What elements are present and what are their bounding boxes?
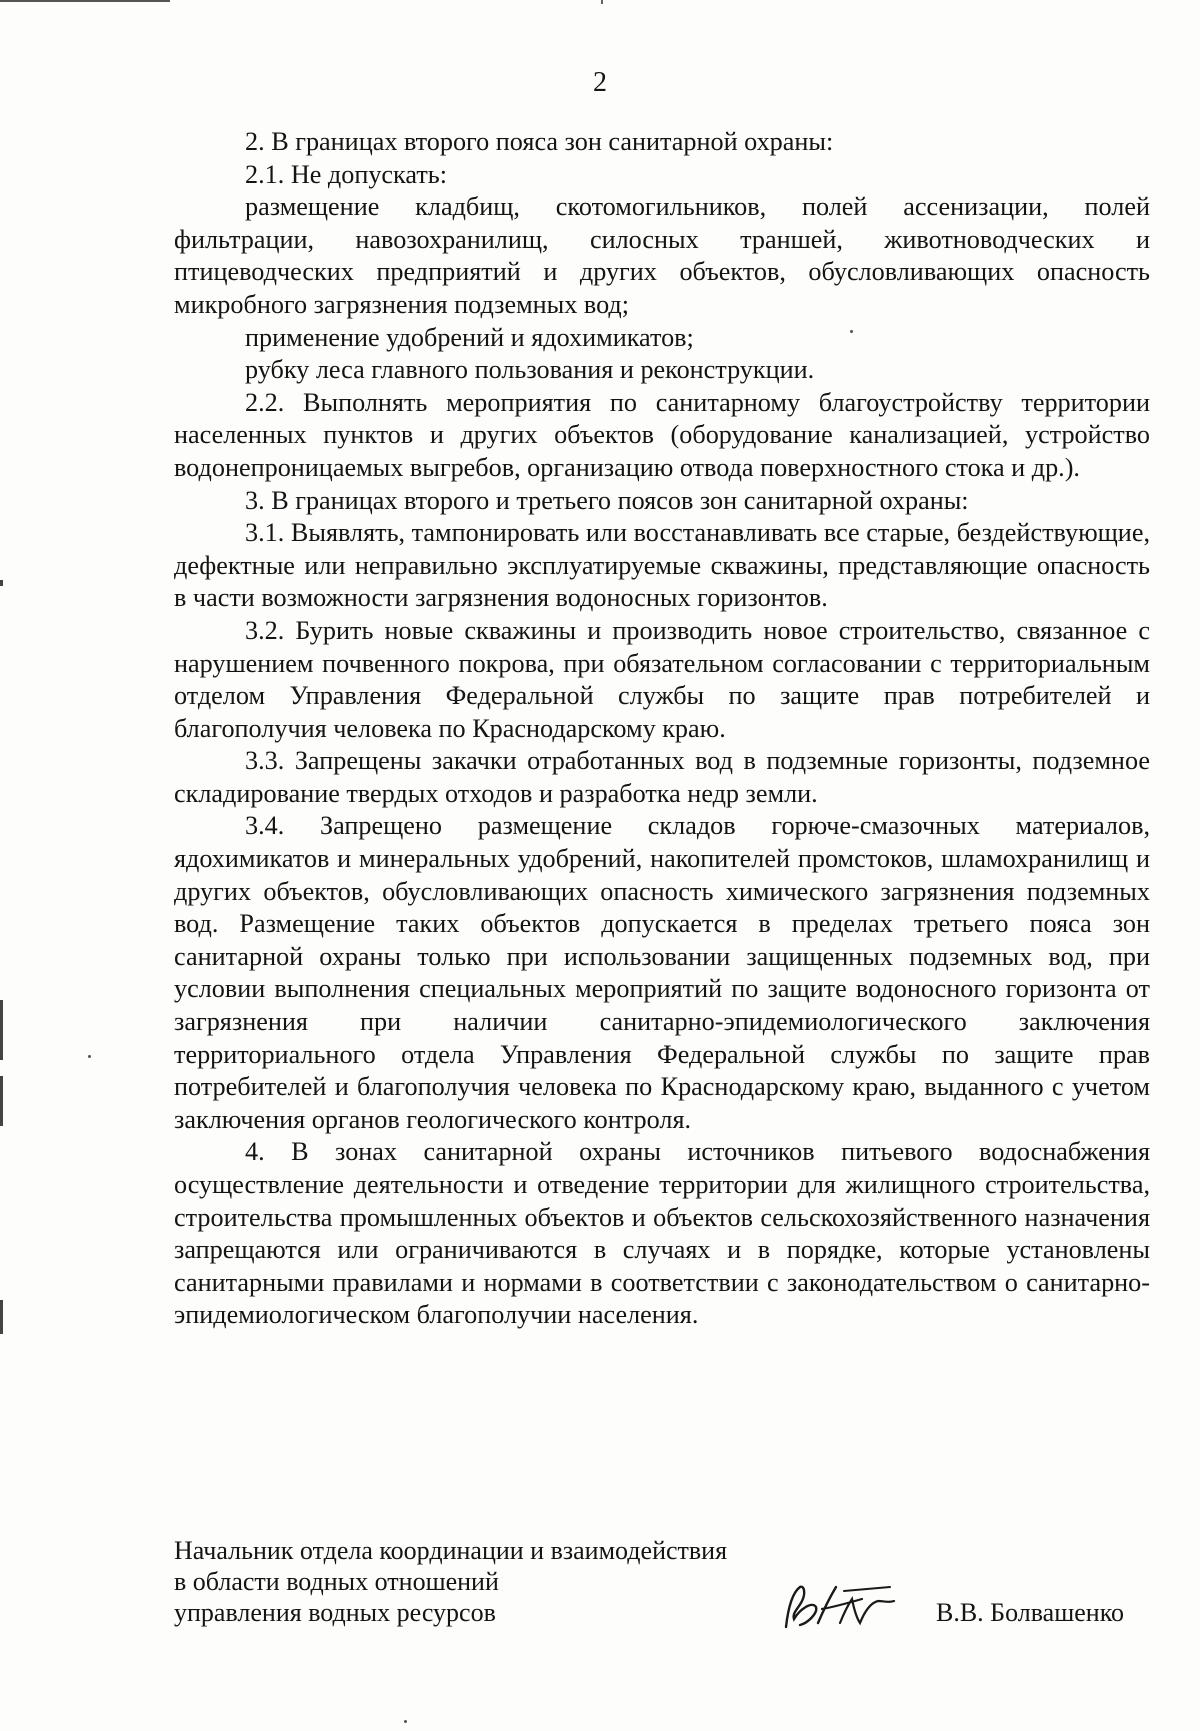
signatory-title-line: управления водных ресурсов [174,1598,496,1627]
paragraph: 2.1. Не допускать: [245,159,447,189]
paragraph: 3.1. Выявлять, тампонировать или восстанавливать все старые, бездействующие, дефектные или неправильно эксплуатируемые скважины, представляющие опасность в части возможности загрязнения водоносных горизонтов. [174,518,1150,613]
signature-block [174,1535,1150,1645]
document-body [174,126,1150,1332]
scan-speck [88,1055,91,1058]
handwritten-signature [778,1579,898,1635]
paragraph: 3.4. Запрещено размещение складов горюче-смазочных материалов, ядохимикатов и минеральных удобрений, накопителей промстоков, шламохранилищ и других объектов, обусловливающих опасность химического загрязнения подземных вод. Размещение таких объектов допускается в пределах третьего пояса зон санитарной охраны только при использовании защищенных подземных вод, при условии выполнения специальных мероприятий по защите водоносного горизонта от загрязнения при наличии санитарно-эпидемиологического заключения территориального отдела Управления Федеральной службы по защите прав потребителей и благополучия человека по Краснодарскому краю, выданного с учетом заключения органов геологического контроля. [174,811,1150,1134]
scan-margin-mark [0,1076,3,1126]
scan-edge-tick [601,0,603,4]
scan-speck [404,1720,407,1723]
page-number: 2 [593,67,607,98]
paragraph: размещение кладбищ, скотомогильников, полей ассенизации, полей фильтрации, навозохранилищ, силосных траншей, животноводческих и птицеводческих предприятий и других объектов, обусловливающих опасность микробного загрязнения подземных вод; [174,192,1150,319]
paragraph: 4. В зонах санитарной охраны источников питьевого водоснабжения осуществление деятельности и отведение территории для жилищного строительства, строительства промышленных объектов и объектов сельскохозяйственного назначения запрещаются или ограничиваются в случаях и в порядке, которые установлены санитарными правилами и нормами в соответствии с законодательством о санитарно-эпидемиологическом благополучии населения. [174,1137,1150,1330]
paragraph: 3.2. Бурить новые скважины и производить новое строительство, связанное с нарушением почвенного покрова, при обязательном согласовании с территориальным отделом Управления Федеральной службы по защите прав потребителей и благополучия человека по Краснодарскому краю. [174,615,1150,743]
signatory-title-line: Начальник отдела координации и взаимодействия [174,1536,728,1565]
scan-edge-line [0,0,170,2]
paragraph: 3. В границах второго и третьего поясов зон санитарной охраны: [245,485,969,515]
scan-margin-mark [0,1300,3,1334]
signatory-name: В.В. Болвашенко [936,1598,1125,1627]
paragraph: 2. В границах второго пояса зон санитарной охраны: [245,127,834,156]
scan-margin-mark [0,1000,3,1060]
scan-margin-mark [0,580,3,586]
paragraph: 2.2. Выполнять мероприятия по санитарному благоустройству территории населенных пунктов и других объектов (оборудование канализацией, устройство водонепроницаемых выгребов, организацию отвода поверхностного стока и др.). [174,387,1150,482]
paragraph: применение удобрений и ядохимикатов; [245,322,694,352]
paragraph: рубку леса главного пользования и реконструкции. [245,355,815,385]
signatory-title-line: в области водных отношений [174,1567,499,1596]
paragraph: 3.3. Запрещены закачки отработанных вод в подземные горизонты, подземное складирование твердых отходов и разработка недр земли. [174,746,1150,808]
